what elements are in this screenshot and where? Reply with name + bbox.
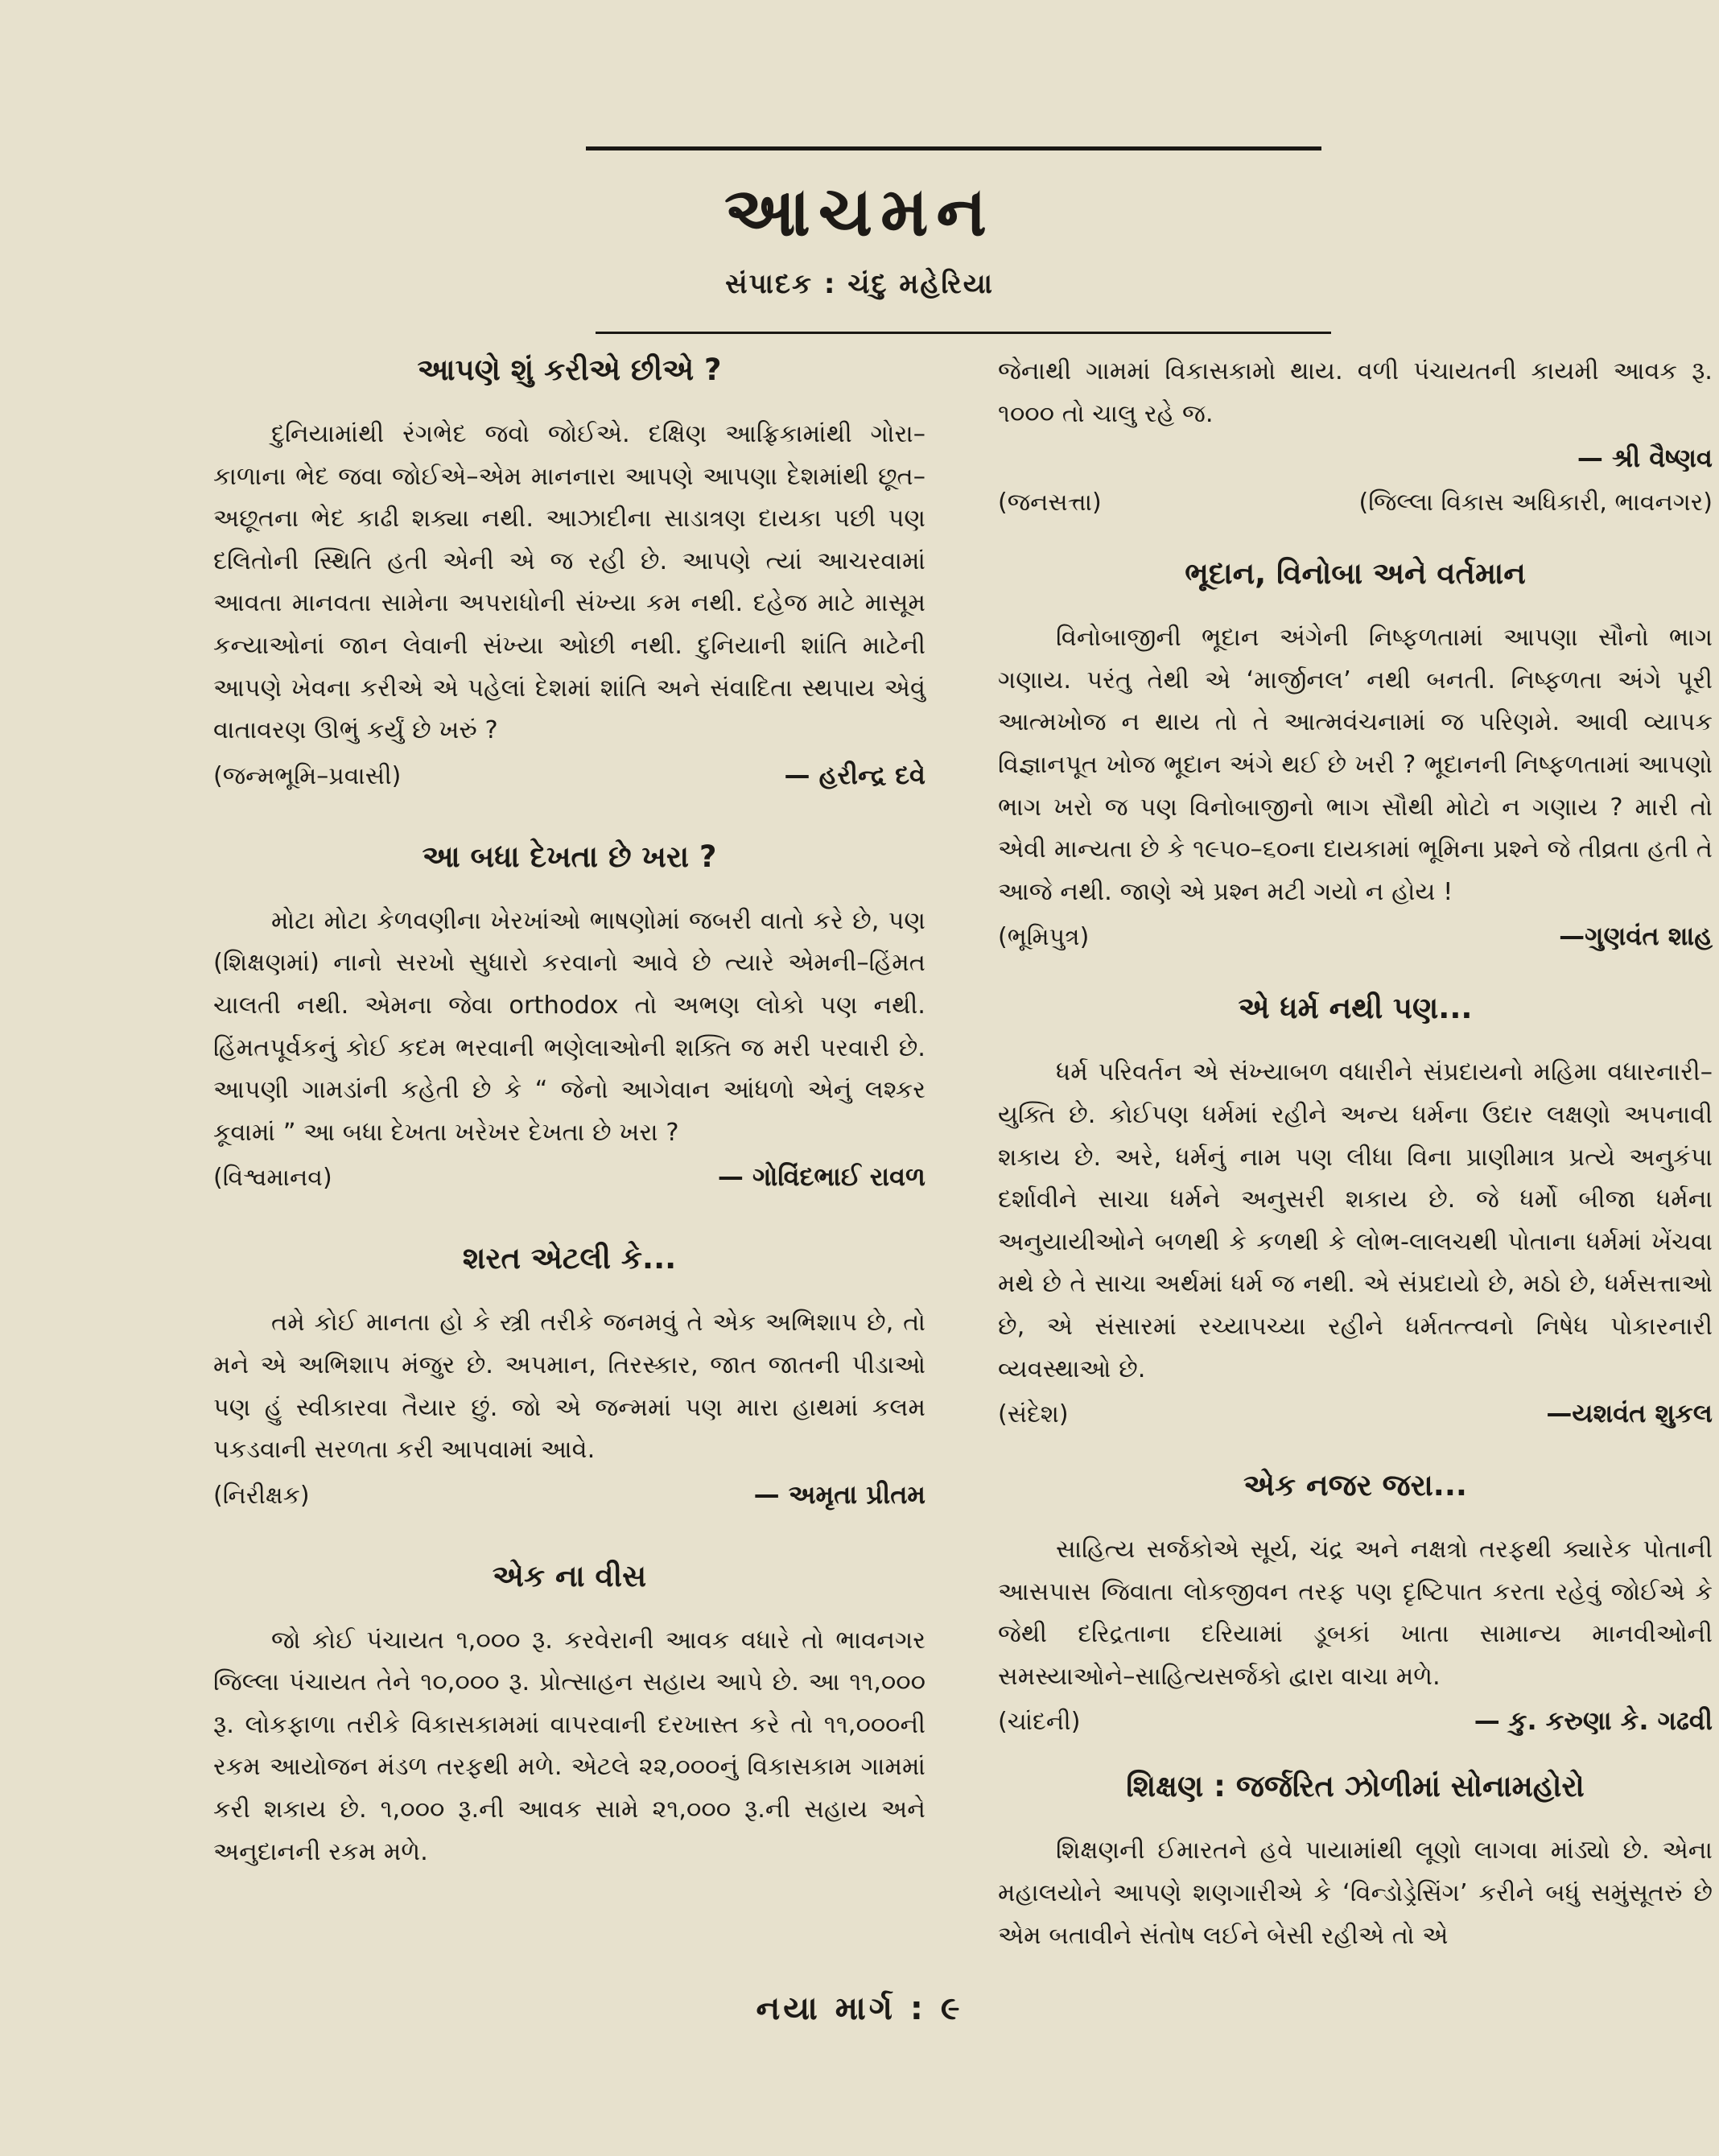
article-body: ધર્મ પરિવર્તન એ સંખ્યાબળ વધારીને સંપ્રદાયનો મહિમા વધારનારી–યુક્તિ છે. કોઈપણ ધર્મમાં રહીને અન્ય ધર્મના ઉદાર લક્ષણો અપનાવી શકાય છે. અરે, ધર્મનું નામ પણ લીધા વિના પ્રાણીમાત્ર પ્રત્યે અનુકંપા દર્શાવીને સાચા ધર્મને અનુસરી શકાય છે. જે ધર્મો બીજા ધર્મના અનુયાયીઓને બળથી કે કળથી કે લોભ-લાલચથી પોતાના ધર્મમાં ખેંચવા મથે છે તે સાચા અર્થમાં ધર્મ જ નથી. એ સંપ્રદાયો છે, મઠો છે, ધર્મસત્તાઓ છે, એ સંસારમાં રચ્યાપચ્યા રહીને ધર્મતત્ત્વનો નિષેધ પોકારનારી વ્યવસ્થાઓ છે. (998, 1058, 1713, 1383)
article-title: શરત એટલી કે... (462, 1241, 677, 1276)
spacer (998, 960, 1713, 989)
article-attribution (998, 1391, 1713, 1437)
spacer (998, 1437, 1713, 1466)
article-source: (નિરીક્ષક) (213, 1481, 310, 1510)
spacer (998, 1745, 1713, 1767)
top-rule (586, 146, 1321, 150)
article-source: (ચાંદની) (998, 1708, 1081, 1737)
editor-credit: સંપાદક : ચંદુ મહેરિયા (725, 268, 994, 300)
article-title: એક નજર જરા... (1243, 1468, 1467, 1503)
spacer (998, 526, 1713, 554)
article-title: શિક્ષણ : જર્જરિત ઝોળીમાં સોનામહોરો (1126, 1769, 1585, 1804)
article-education (998, 1767, 1713, 1957)
article-source: (સંદેશ) (998, 1400, 1069, 1429)
author-designation: (જિલ્લા વિકાસ અધિકારી, ભાવનગર) (1358, 489, 1713, 517)
article-one-to-twenty (213, 1557, 925, 1874)
article-body: મોટા મોટા કેળવણીના ખેરખાંઓ ભાષણોમાં જબરી વાતો કરે છે, પણ (શિક્ષણમાં) નાનો સરખો સુધારો કરવાનો આવે છે ત્યારે એમની–હિંમત ચાલતી નથી. એમના જેવા orthodox તો અભણ લોકો પણ નથી. હિંમતપૂર્વકનું કોઈ કદમ ભરવાની ભણેલાઓની શક્તિ જ મરી પરવારી છે. આપણી ગામડાંની કહેતી છે કે “ જેનો આગેવાન આંધળો એનું લશ્કર કૂવામાં ” આ બધા દેખતા ખરેખર દેખતા છે ખરા ? (213, 906, 925, 1147)
article-body: તમે કોઈ માનતા હો કે સ્ત્રી તરીકે જનમવું તે એક અભિશાપ છે, તો મને એ અભિશાપ મંજુર છે. અપમાન, તિરસ્કાર, જાત જાતની પીડાઓ પણ હું સ્વીકારવા તૈયાર છું. જો એ જન્મમાં પણ મારા હાથમાં કલમ પકડવાની સરળતા કરી આપવામાં આવે. (213, 1309, 925, 1465)
article-author: —ગુણવંત શાહ (1559, 921, 1713, 952)
article-body: દુનિયામાંથી રંગભેદ જવો જોઈએ. દક્ષિણ આફ્રિકામાંથી ગોરા–કાળાના ભેદ જવા જોઈએ–એમ માનનારા આપણે આપણા દેશમાંથી છૂત–અછૂતના ભેદ કાઢી શક્યા નથી. આઝાદીના સાડાત્રણ દાયકા પછી પણ દલિતોની સ્થિતિ હતી એની એ જ રહી છે. આપણે ત્યાં આચરવામાં આવતા માનવતા સામેના અપરાધોની સંખ્યા કમ નથી. દહેજ માટે માસૂમ કન્યાઓનાં જાન લેવાની સંખ્યા ઓછી નથી. દુનિયાની શાંતિ માટેની આપણે ખેવના કરીએ એ પહેલાં દેશમાં શાંતિ અને સંવાદિતા સ્થપાય એવું વાતાવરણ ઊભું કર્યું છે ખરું ? (213, 420, 925, 745)
article-attribution (213, 752, 925, 799)
page-footer: નયા માર્ગ : ૯ (756, 1990, 963, 2027)
article-title: ભૂદાન, વિનોબા અને વર્તમાન (1185, 556, 1526, 592)
article-attribution (998, 1698, 1713, 1745)
article-body: સાહિત્ય સર્જકોએ સૂર્ય, ચંદ્ર અને નક્ષત્રો તરફથી ક્યારેક પોતાની આસપાસ જિવાતા લોકજીવન તરફ પણ દૃષ્ટિપાત કરતા રહેવું જોઈએ કે જેથી દરિદ્રતાના દરિયામાં ડૂબકાં ખાતા સામાન્ય માનવીઓની સમસ્યાઓને–સાહિત્યસર્જકો દ્વારા વાચા મળે. (998, 1536, 1713, 1691)
article-source: (જન્મભૂમિ–પ્રવાસી) (213, 761, 402, 790)
article-title: એ ધર્મ નથી પણ... (1238, 991, 1473, 1026)
article-not-religion (998, 989, 1713, 1437)
article-title: આ બધા દેખતા છે ખરા ? (422, 839, 717, 874)
article-condition (213, 1239, 925, 1518)
article-body: શિક્ષણની ઈમારતને હવે પાયામાંથી લૂણો લાગવા માંડ્યો છે. એના મહાલયોને આપણે શણગારીએ કે ‘વિન્ડોડ્રેસિંગ’ કરીને બધું સમુંસૂતરું છે એમ બતાવીને સંતોષ લઈને બેસી રહીએ તો એ (998, 1837, 1713, 1950)
article-attribution (998, 480, 1713, 526)
article-continuation (998, 351, 1713, 526)
article-bhoodan (998, 554, 1713, 960)
article-are-they-seeing (213, 838, 925, 1202)
left-column (213, 351, 925, 1874)
article-attribution (213, 1154, 925, 1201)
article-author: — શ્રી વૈષ્ણવ (1577, 443, 1713, 474)
article-source: (વિશ્વમાનવ) (213, 1164, 332, 1193)
right-column (998, 351, 1713, 1957)
article-source: (ભૂમિપુત્ર) (998, 923, 1090, 952)
article-body: વિનોબાજીની ભૂદાન અંગેની નિષ્ફળતામાં આપણા સૌનો ભાગ ગણાય. પરંતુ તેથી એ ‘માર્જીનલ’ નથી બનતી. નિષ્ફળતા અંગે પૂરી આત્મખોજ ન થાય તો તે આત્મવંચનામાં જ પરિણમે. આવી વ્યાપક વિજ્ઞાનપૂત ખોજ ભૂદાન અંગે થઈ છે ખરી ? ભૂદાનની નિષ્ફળતામાં આપણો ભાગ ખરો જ પણ વિનોબાજીનો ભાગ સૌથી મોટો ન ગણાય ? મારી તો એવી માન્યતા છે કે ૧૯૫૦–૬૦ના દાયકામાં ભૂમિના પ્રશ્ને જે તીવ્રતા હતી તે આજે નથી. જાણે એ પ્રશ્ન મટી ગયો ન હોય ! (998, 624, 1713, 906)
article-title: એક ના વીસ (492, 1558, 647, 1593)
article-author: —યશવંત શુકલ (1546, 1398, 1713, 1429)
article-author: — કુ. કરુણા કે. ગઢવી (1474, 1705, 1713, 1737)
section-title: આચમન (724, 172, 995, 251)
spacer (213, 1201, 925, 1239)
masthead-divider (596, 332, 1331, 334)
article-a-glance (998, 1466, 1713, 1745)
article-attribution (998, 913, 1713, 960)
spacer (213, 1519, 925, 1557)
article-author: — હરીન્દ્ર દવે (784, 759, 925, 790)
article-author: — અમૃતા પ્રીતમ (753, 1478, 925, 1510)
article-body: જો કોઈ પંચાયત ૧,૦૦૦ રૂ. કરવેરાની આવક વધારે તો ભાવનગર જિલ્લા પંચાયત તેને ૧૦,૦૦૦ રૂ. પ્રોત્સાહન સહાય આપે છે. આ ૧૧,૦૦૦ રૂ. લોકફાળા તરીકે વિકાસકામમાં વાપરવાની દરખાસ્ત કરે તો ૧૧,૦૦૦ની રકમ આયોજન મંડળ તરફથી મળે. એટલે ૨૨,૦૦૦નું વિકાસકામ ગામમાં કરી શકાય છે. ૧,૦૦૦ રૂ.ની આવક સામે ૨૧,૦૦૦ રૂ.ની સહાય અને અનુદાનની રકમ મળે. (213, 1626, 925, 1866)
article-author-line (998, 435, 1713, 480)
article-source: (જનસત્તા) (998, 489, 1102, 517)
article-attribution (213, 1472, 925, 1519)
article-title: આપણે શું કરીએ છીએ ? (417, 352, 722, 387)
article-body: જેનાથી ગામમાં વિકાસકામો થાય. વળી પંચાયતની કાયમી આવક રૂ. ૧૦૦૦ તો ચાલુ રહે જ. (998, 357, 1713, 428)
spacer (213, 799, 925, 838)
article-author: — ગોવિંદભાઈ રાવળ (717, 1161, 925, 1193)
article-what-we-do (213, 351, 925, 799)
